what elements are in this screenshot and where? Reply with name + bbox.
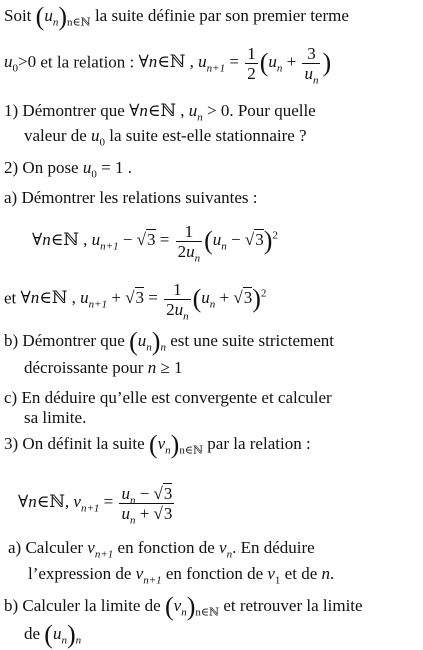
q2b-text-c: décroissante pour	[24, 358, 144, 377]
suite-un-symbol: $(u_n)_{n\in ℕ}$	[35, 2, 91, 31]
q2a-formula-2	[4, 280, 267, 323]
q3-line-1	[4, 430, 311, 459]
q3a-text-c: . En déduire	[232, 538, 315, 557]
suite-vn-symbol: $(v_n)_{n\in ℕ}$	[148, 430, 204, 459]
q3b-text-c: de	[24, 624, 41, 643]
q3a-text-a: a) Calculer	[8, 538, 84, 557]
intro-line-2	[4, 44, 332, 87]
vn1-symbol: $v_{n+1}$	[87, 538, 114, 561]
q1-line-1	[4, 101, 316, 124]
q1-text-b: . Pour quelle	[229, 101, 316, 120]
q3a-line-1	[8, 538, 315, 561]
relation-plus-sqrt3: ∀n∈ℕ , $u_{n+1} + √3$ = $\frac{1}{2u_n}$ $(u_n + √3)^2$	[20, 280, 267, 323]
q1-line-2	[24, 126, 307, 149]
q1-text-d: la suite est-elle stationnaire ?	[109, 126, 307, 145]
u0-equals-1: $u_0 = 1$ .	[82, 158, 132, 181]
q2a-label	[4, 188, 258, 208]
q3a-text-b: en fonction de	[117, 538, 215, 557]
vn-definition: ∀n∈ℕ, $v_{n+1}$ = $\frac{u_n - √3}{u_n + √3}$	[18, 484, 173, 527]
vn-symbol: $v_n$	[219, 538, 233, 561]
q2a-et: et	[4, 288, 17, 308]
q2b-text-a: b) Démontrer que	[4, 331, 125, 350]
n-geq-1: n ≥ 1	[147, 358, 183, 377]
q3a-text-f: et de	[284, 564, 318, 583]
intro-relation-text: et la relation :	[40, 52, 135, 72]
suite-un-n-2: $(u_n)_n$	[44, 620, 82, 649]
recurrence-formula: ∀n∈ℕ , $u_{n+1}$ = $\frac{1}{2}$ ($u_n$ + $\frac{3}{u_n}$ )	[138, 44, 332, 87]
q3b-text-b: et retrouver la limite	[223, 596, 363, 615]
q1-text-a: 1) Démontrer que	[4, 101, 125, 120]
q3b-text-a: b) Calculer la limite de	[4, 596, 161, 615]
q2a-text: a) Démontrer les relations suivantes :	[4, 188, 258, 207]
q2-line-1	[4, 158, 132, 181]
q2-text-a: 2) On pose	[4, 158, 79, 177]
q2c-line-1	[4, 388, 332, 408]
vn1-symbol-2: $v_{n+1}$	[135, 564, 162, 587]
q2c-line-2	[24, 408, 86, 428]
q2b-line-1	[4, 327, 335, 356]
q2b-line-2	[24, 358, 183, 378]
intro-word-soit: Soit	[4, 6, 32, 25]
q3-text-a: 3) On définit la suite	[4, 434, 145, 453]
q2c-text-b: sa limite.	[24, 408, 87, 427]
q2a-formula-1	[32, 222, 278, 265]
q3a-text-e: en fonction de	[165, 564, 264, 583]
suite-un-n: $(u_n)_n$	[129, 327, 166, 356]
relation-minus-sqrt3: ∀n∈ℕ , $u_{n+1} - √3$ = $\frac{1}{2u_n}$ $(u_n - √3)^2$	[32, 222, 278, 265]
q1-text-c: valeur de	[24, 126, 87, 145]
q3a-line-2: l’expression de $v_{n+1}$ en fonction de $v_1$ et de n.	[28, 564, 335, 587]
q1-formula: ∀n∈ℕ , $u_n > 0$	[129, 101, 230, 124]
q3-text-b: par la relation :	[207, 434, 311, 453]
suite-vn-symbol-2: $(v_n)_{n\in ℕ}$	[164, 592, 220, 621]
q2c-text-a: c) En déduire qu’elle est convergente et calculer	[4, 388, 332, 407]
intro-definition-text: la suite définie par son premier terme	[94, 6, 349, 25]
n-symbol: n	[321, 564, 330, 583]
u0-symbol: $u_0$	[91, 126, 106, 149]
q3b-line-1	[4, 592, 363, 621]
q3b-line-2	[24, 620, 82, 649]
v1-symbol: $v_1$	[267, 564, 281, 587]
intro-line-1	[4, 2, 349, 31]
u0-positive: $u_0>0$	[4, 52, 37, 75]
q2b-text-b: est une suite strictement	[170, 331, 335, 350]
q3-formula	[18, 484, 176, 527]
q3a-text-d: l’expression de	[28, 564, 132, 583]
